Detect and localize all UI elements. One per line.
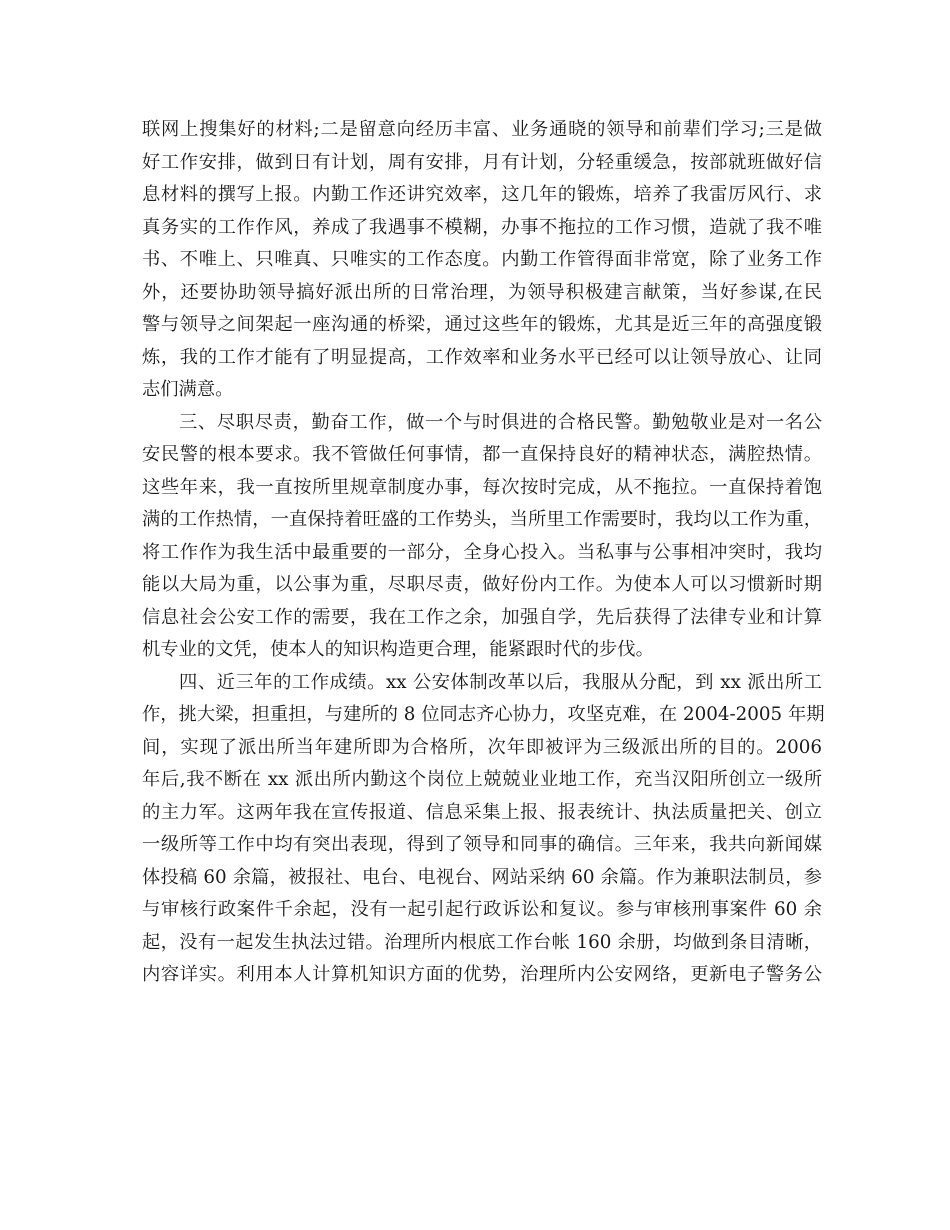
text-line: 炼，我的工作才能有了明显提高，工作效率和业务水平已经可以让领导放心、让同	[142, 346, 822, 368]
text-line: 警与领导之间架起一座沟通的桥梁，通过这些年的锻炼，尤其是近三年的高强度锻	[142, 314, 822, 335]
text-line: 真务实的工作作风，养成了我遇事不模糊，办事不拖拉的工作习惯，造就了我不唯	[142, 216, 822, 238]
text-line: 一级所等工作中均有突出表现，得到了领导和同事的确信。三年来，我共向新闻媒	[142, 834, 822, 855]
text-line: 安民警的根本要求。我不管做任何事情，都一直保持良好的精神状态，满腔热情。	[142, 444, 822, 465]
text-line: 志们满意。	[142, 379, 234, 400]
text-line: 作，挑大梁，担重担，与建所的 8 位同志齐心协力，攻坚克难，在 2004-2005 年期	[142, 704, 825, 725]
paragraph-heading-line: 四、近三年的工作成绩。xx 公安体制改革以后，我服从分配，到 xx 派出所工	[179, 671, 822, 693]
paragraph-heading-line: 三、尽职尽责，勤奋工作，做一个与时俱进的合格民警。勤勉敬业是对一名公	[179, 411, 822, 433]
text-line: 联网上搜集好的材料;二是留意向经历丰富、业务通晓的领导和前辈们学习;三是做	[142, 119, 822, 140]
text-line: 机专业的文凭，使本人的知识构造更合理，能紧跟时代的步伐。	[142, 639, 654, 660]
text-line: 能以大局为重，以公事为重，尽职尽责，做好份内工作。为使本人可以习惯新时期	[142, 574, 822, 595]
body-text	[142, 114, 825, 992]
text-line: 外，还要协助领导搞好派出所的日常治理，为领导积极建言献策，当好参谋,在民	[142, 281, 822, 303]
text-line: 将工作作为我生活中最重要的一部分，全身心投入。当私事与公事相冲突时，我均	[142, 541, 822, 563]
text-line: 间，实现了派出所当年建所即为合格所，次年即被评为三级派出所的目的。2006	[142, 736, 822, 758]
text-line: 体投稿 60 余篇，被报社、电台、电视台、网站采纳 60 余篇。作为兼职法制员，参	[142, 866, 822, 888]
text-line: 起，没有一起发生执法过错。治理所内根底工作台帐 160 余册，均做到条目清晰，	[142, 931, 822, 953]
text-line: 信息社会公安工作的需要，我在工作之余，加强自学，先后获得了法律专业和计算	[142, 606, 822, 628]
text-line: 这些年来，我一直按所里规章制度办事，每次按时完成，从不拖拉。一直保持着饱	[142, 476, 822, 498]
text-line: 满的工作热情，一直保持着旺盛的工作势头，当所里工作需要时，我均以工作为重，	[142, 509, 822, 530]
text-line: 好工作安排，做到日有计划，周有安排，月有计划，分轻重缓急，按部就班做好信	[142, 151, 822, 173]
text-line: 与审核行政案件千余起，没有一起引起行政诉讼和复议。参与审核刑事案件 60 余	[142, 899, 822, 920]
text-line: 内容详实。利用本人计算机知识方面的优势，治理所内公安网络，更新电子警务公	[142, 964, 822, 985]
text-line: 年后,我不断在 xx 派出所内勤这个岗位上兢兢业业地工作，充当汉阳所创立一级所	[142, 769, 822, 790]
text-line: 的主力军。这两年我在宣传报道、信息采集上报、报表统计、执法质量把关、创立	[142, 801, 822, 823]
text-line: 书、不唯上、只唯真、只唯实的工作态度。内勤工作管得面非常宽，除了业务工作	[142, 249, 822, 270]
text-line: 息材料的撰写上报。内勤工作还讲究效率，这几年的锻炼，培养了我雷厉风行、求	[142, 184, 822, 205]
